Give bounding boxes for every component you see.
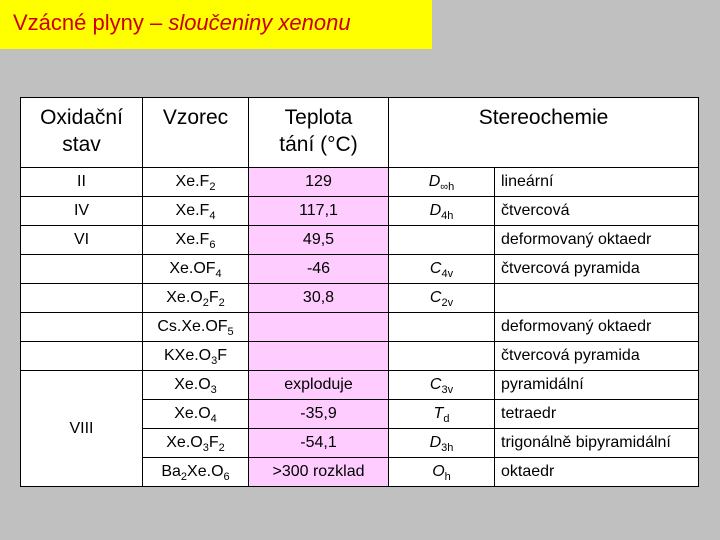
header-melting-point: Teplota tání (°C) <box>249 98 389 168</box>
geometry-cell: lineární <box>495 168 699 197</box>
oxidation-cell <box>21 313 143 342</box>
symmetry-cell: $C_{2v}$ <box>389 284 495 313</box>
symmetry-cell: $C_{3v}$ <box>389 371 495 400</box>
oxidation-cell: VI <box>21 226 143 255</box>
symmetry-cell: $C_{4v}$ <box>389 255 495 284</box>
symmetry-cell: $D_{3h}$ <box>389 429 495 458</box>
symmetry-cell <box>389 342 495 371</box>
geometry-cell: čtvercová <box>495 197 699 226</box>
table-row <box>21 197 699 226</box>
melting-cell: 129 <box>249 168 389 197</box>
melting-cell: -46 <box>249 255 389 284</box>
symmetry-cell <box>389 226 495 255</box>
geometry-cell: čtvercová pyramida <box>495 255 699 284</box>
geometry-cell: trigonálně bipyramidální <box>495 429 699 458</box>
formula-cell: $Xe.F_6$ <box>143 226 249 255</box>
geometry-cell: tetraedr <box>495 400 699 429</box>
formula-cell: $Xe.OF_4$ <box>143 255 249 284</box>
geometry-cell: čtvercová pyramida <box>495 342 699 371</box>
table-row <box>21 168 699 197</box>
formula-cell: $Cs.Xe.OF_5$ <box>143 313 249 342</box>
title-banner <box>0 0 432 49</box>
melting-cell: 49,5 <box>249 226 389 255</box>
symmetry-cell: $T_d$ <box>389 400 495 429</box>
formula-cell: $KXe.O_3F$ <box>143 342 249 371</box>
formula-cell: $Xe.O_2F_2$ <box>143 284 249 313</box>
formula-cell: $Xe.F_2$ <box>143 168 249 197</box>
oxidation-cell <box>21 342 143 371</box>
melting-cell <box>249 313 389 342</box>
formula-cell: $Ba_2Xe.O_6$ <box>143 458 249 487</box>
geometry-cell: pyramidální <box>495 371 699 400</box>
table-row <box>21 226 699 255</box>
formula-cell: $Xe.O_3$ <box>143 371 249 400</box>
formula-cell: $Xe.F_4$ <box>143 197 249 226</box>
title-part2: sloučeniny xenonu <box>168 10 351 35</box>
oxidation-cell <box>21 255 143 284</box>
geometry-cell: deformovaný oktaedr <box>495 226 699 255</box>
slide-title <box>13 10 351 36</box>
geometry-cell: deformovaný oktaedr <box>495 313 699 342</box>
compounds-table-wrap <box>20 97 698 483</box>
geometry-cell <box>495 284 699 313</box>
header-formula: Vzorec <box>143 98 249 168</box>
table-row <box>21 255 699 284</box>
title-part1: Vzácné plyny – <box>13 10 169 35</box>
header-oxidation-state: Oxidační stav <box>21 98 143 168</box>
oxidation-cell: VIII <box>21 371 143 487</box>
symmetry-cell <box>389 313 495 342</box>
melting-cell: -54,1 <box>249 429 389 458</box>
table-row <box>21 371 699 400</box>
melting-cell: >300 rozklad <box>249 458 389 487</box>
melting-cell: 117,1 <box>249 197 389 226</box>
melting-cell: 30,8 <box>249 284 389 313</box>
melting-cell: exploduje <box>249 371 389 400</box>
header-stereochemistry: Stereochemie <box>389 98 699 168</box>
symmetry-cell: $D_{4h}$ <box>389 197 495 226</box>
geometry-cell: oktaedr <box>495 458 699 487</box>
table-row <box>21 284 699 313</box>
formula-cell: $Xe.O_3F_2$ <box>143 429 249 458</box>
table-row <box>21 313 699 342</box>
oxidation-cell: II <box>21 168 143 197</box>
oxidation-cell <box>21 284 143 313</box>
formula-cell: $Xe.O_4$ <box>143 400 249 429</box>
symmetry-cell: $D_{\infty h}$ <box>389 168 495 197</box>
table-row <box>21 342 699 371</box>
oxidation-cell: IV <box>21 197 143 226</box>
melting-cell: -35,9 <box>249 400 389 429</box>
header-row <box>21 98 699 168</box>
compounds-table <box>20 97 699 487</box>
melting-cell <box>249 342 389 371</box>
symmetry-cell: $O_h$ <box>389 458 495 487</box>
